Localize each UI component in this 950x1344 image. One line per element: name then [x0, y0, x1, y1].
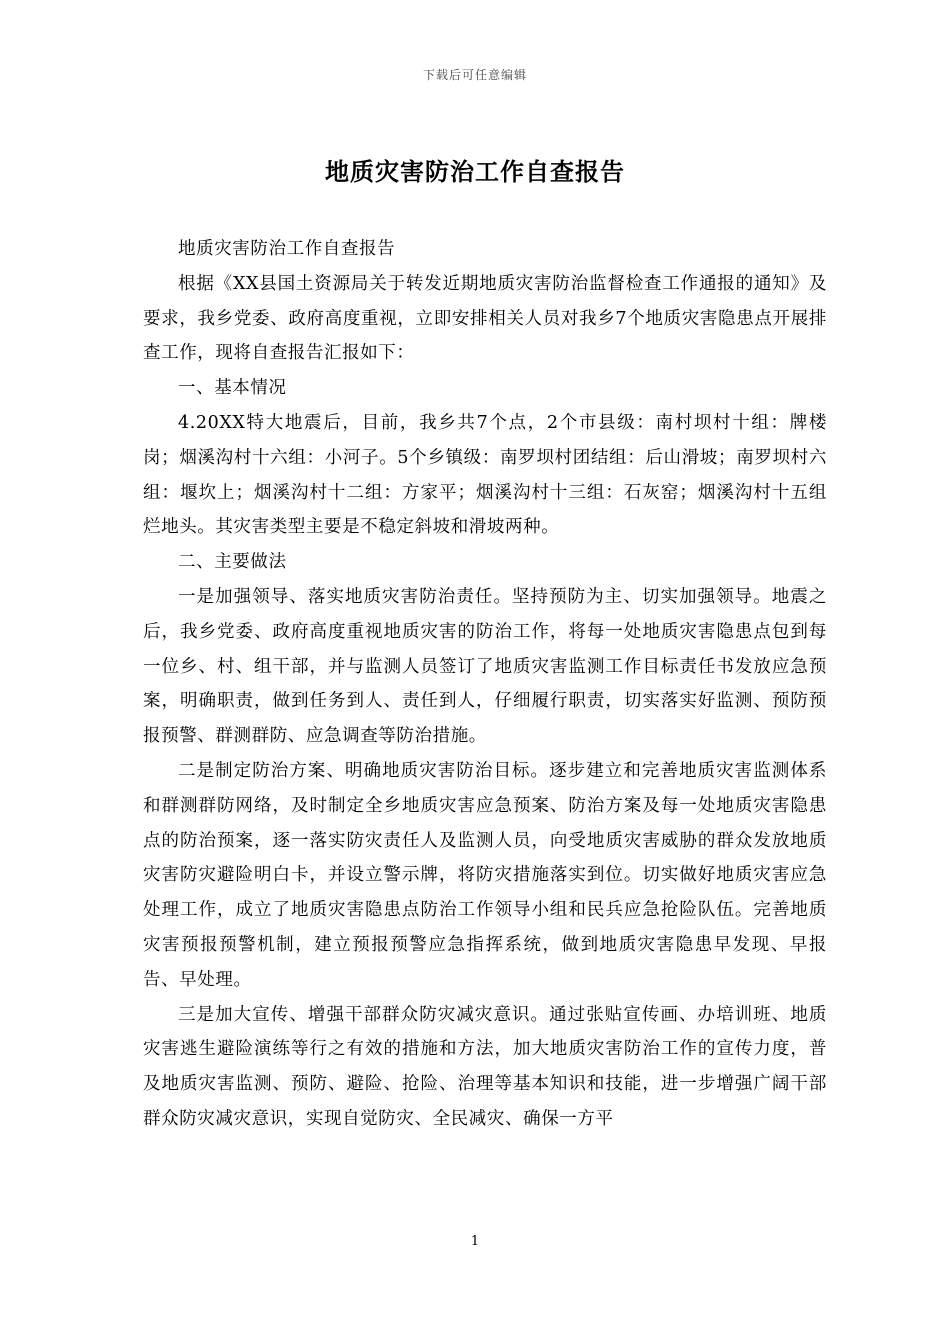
document-title: 地质灾害防治工作自查报告 — [325, 157, 625, 186]
paragraph-subtitle: 地质灾害防治工作自查报告 — [178, 239, 396, 259]
paragraph-basic-situation: 4.20XX特大地震后，目前，我乡共7个点，2个市县级：南村坝村十组：牌楼岗；烟溪沟村十六组：小河子。5个乡镇级：南罗坝村团结组：后山滑坡；南罗坝村六组：堰坎上；烟溪沟村十二组：方家平；烟溪沟村十三组：石灰窑；烟溪沟村十五组烂地头。其灾害类型主要是不稳定斜坡和滑坡两种。 — [143, 412, 827, 538]
section-heading-main-practices: 二、主要做法 — [178, 552, 287, 573]
document-body — [143, 232, 827, 1137]
paragraph-intro: 根据《XX县国土资源局关于转发近期地质灾害防治监督检查工作通报的通知》及要求，我乡党委、政府高度重视，立即安排相关人员对我乡7个地质灾害隐患点开展排查工作，现将自查报告汇报如下： — [143, 273, 827, 364]
page-number: 1 — [470, 1234, 480, 1249]
section-heading-basic-situation: 一、基本情况 — [178, 378, 287, 399]
paragraph-practice-one: 一是加强领导、落实地质灾害防治责任。坚持预防为主、切实加强领导。地震之后，我乡党委、政府高度重视地质灾害的防治工作，将每一处地质灾害隐患点包到每一位乡、村、组干部，并与监测人员签订了地质灾害监测工作目标责任书发放应急预案，明确职责，做到任务到人、责任到人，仔细履行职责，切实落实好监测、预防预报预警、群测群防、应急调查等防治措施。 — [143, 586, 827, 747]
header-note: 下载后可任意编辑 — [422, 68, 527, 82]
paragraph-practice-three: 三是加大宣传、增强干部群众防灾减灾意识。通过张贴宣传画、办培训班、地质灾害逃生避险演练等行之有效的措施和方法，加大地质灾害防治工作的宣传力度，普及地质灾害监测、预防、避险、抢险、治理等基本知识和技能，进一步增强广阔干部群众防灾减灾意识，实现自觉防灾、全民减灾、确保一方平 — [143, 1004, 827, 1129]
paragraph-practice-two: 二是制定防治方案、明确地质灾害防治目标。逐步建立和完善地质灾害监测体系和群测群防网络，及时制定全乡地质灾害应急预案、防治方案及每一处地质灾害隐患点的防治预案，逐一落实防灾责任人及监测人员，向受地质灾害威胁的群众发放地质灾害防灾避险明白卡，并设立警示牌，将防灾措施落实到位。切实做好地质灾害应急处理工作，成立了地质灾害隐患点防治工作领导小组和民兵应急抢险队伍。完善地质灾害预报预警机制，建立预报预警应急指挥系统，做到地质灾害隐患早发现、早报告、早处理。 — [143, 760, 827, 990]
